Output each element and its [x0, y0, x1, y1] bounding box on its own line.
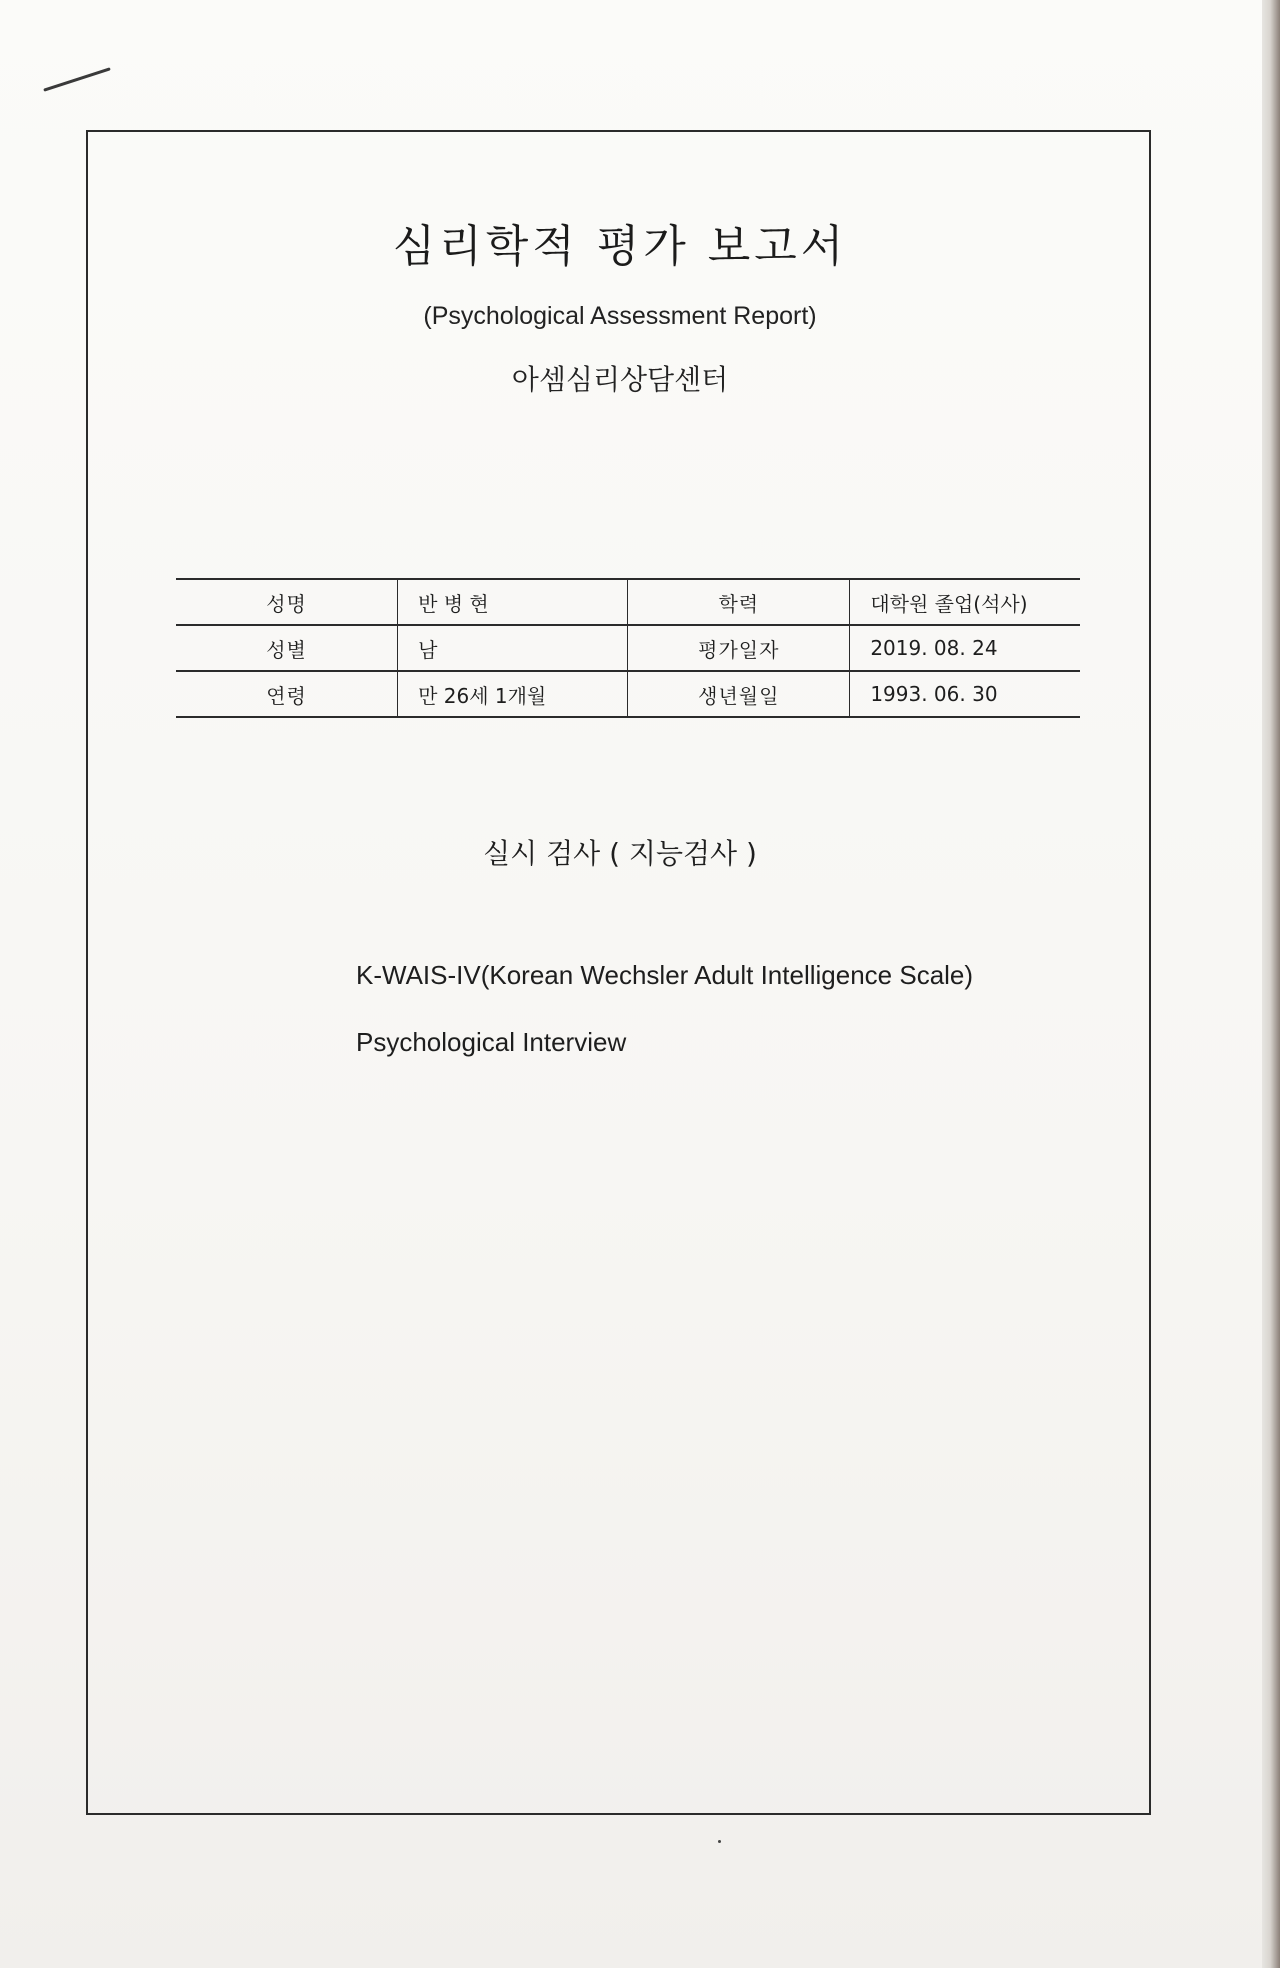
list-item: K-WAIS-IV(Korean Wechsler Adult Intelligence Scale): [356, 960, 974, 990]
page-edge-shadow: [1262, 0, 1280, 1968]
label-assessment-date: 평가일자: [628, 625, 850, 671]
client-info-table: [176, 578, 1080, 718]
value-assessment-date: 2019. 08. 24: [850, 625, 1080, 671]
value-gender: 남: [398, 625, 628, 671]
label-age: 연령: [176, 671, 398, 717]
value-name: 반 병 현: [398, 579, 628, 625]
tests-section-heading: 실시 검사 ( 지능검사 ): [483, 837, 757, 870]
tests-list: [356, 960, 973, 1094]
table-row: [176, 625, 1080, 671]
label-gender: 성별: [176, 625, 398, 671]
list-item: Psychological Interview: [356, 1027, 627, 1057]
page-mark-dot: [718, 1840, 721, 1843]
label-name: 성명: [176, 579, 398, 625]
value-age: 만 26세 1개월: [398, 671, 628, 717]
value-education: 대학원 졸업(석사): [850, 579, 1080, 625]
label-birth-date: 생년월일: [628, 671, 850, 717]
value-birth-date: 1993. 06. 30: [850, 671, 1080, 717]
label-education: 학력: [628, 579, 850, 625]
report-title: 심리학적 평가 보고서: [392, 221, 848, 272]
table-row: [176, 671, 1080, 717]
organization-name: 아셈심리상담센터: [511, 363, 729, 396]
report-subtitle: (Psychological Assessment Report): [423, 302, 817, 330]
table-row: [176, 579, 1080, 625]
